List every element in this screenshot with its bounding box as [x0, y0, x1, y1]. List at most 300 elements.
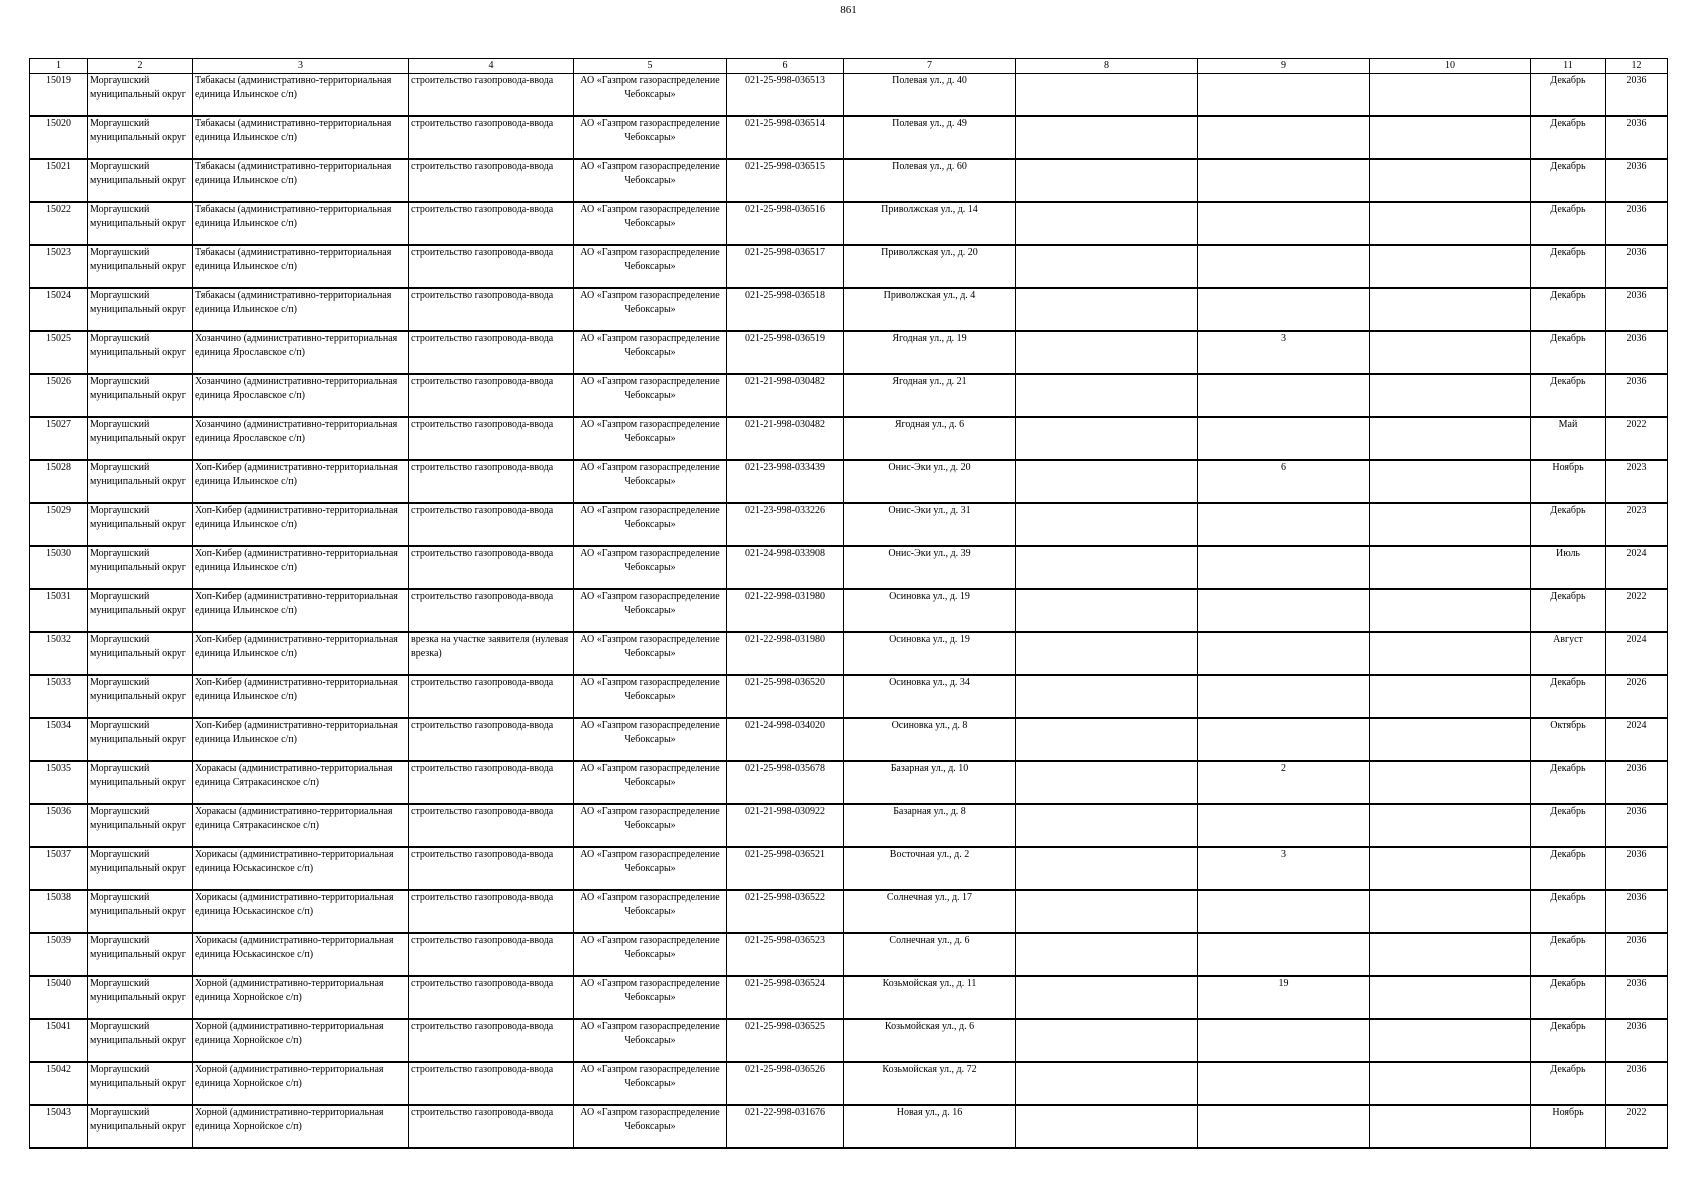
cell-row-number [30, 933, 88, 976]
cell-application-number [727, 675, 844, 718]
cell-settlement [193, 546, 409, 589]
cell-address [844, 288, 1016, 331]
cell-text-col-8 [1018, 547, 1195, 588]
cell-text-application-number: 021-22-998-031980 [745, 634, 825, 645]
cell-text-col-10 [1372, 762, 1528, 803]
cell-month [1531, 503, 1606, 546]
cell-text-work-type: строительство газопровода-ввода [411, 118, 554, 129]
cell-municipality [88, 804, 193, 847]
cell-text-organization: АО «Газпром газораспределение Чебоксары» [580, 333, 720, 358]
cell-col-8 [1016, 718, 1198, 761]
table-row [30, 374, 1668, 417]
cell-text-application-number: 021-22-998-031980 [745, 591, 825, 602]
cell-text-row-number: 15021 [46, 161, 71, 172]
cell-text-organization: АО «Газпром газораспределение Чебоксары» [580, 978, 720, 1003]
cell-year [1606, 1062, 1668, 1105]
cell-text-application-number: 021-21-998-030482 [745, 376, 825, 387]
cell-year [1606, 245, 1668, 288]
cell-settlement [193, 331, 409, 374]
cell-month [1531, 288, 1606, 331]
cell-municipality [88, 890, 193, 933]
cell-text-municipality: Моргаушский муниципальный округ [90, 591, 186, 616]
cell-text-month: Ноябрь [1552, 462, 1584, 473]
cell-col-10 [1370, 417, 1531, 460]
cell-application-number [727, 288, 844, 331]
cell-text-month: Декабрь [1550, 935, 1586, 946]
cell-col-9 [1198, 1105, 1370, 1148]
cell-year [1606, 460, 1668, 503]
cell-text-settlement: Хоп-Кибер (административно-территориальная единица Ильинское с/п) [195, 505, 398, 530]
cell-text-work-type: строительство газопровода-ввода [411, 892, 554, 903]
cell-text-municipality: Моргаушский муниципальный округ [90, 1021, 186, 1046]
cell-text-col-9 [1200, 418, 1367, 459]
table-row [30, 1105, 1668, 1148]
cell-month [1531, 718, 1606, 761]
cell-text-work-type: строительство газопровода-ввода [411, 763, 554, 774]
cell-text-col-8 [1018, 1063, 1195, 1104]
cell-col-8 [1016, 589, 1198, 632]
cell-text-month: Декабрь [1550, 892, 1586, 903]
cell-text-month: Декабрь [1550, 505, 1586, 516]
cell-text-application-number: 021-25-998-036523 [745, 935, 825, 946]
cell-settlement [193, 460, 409, 503]
cell-text-year: 2036 [1626, 376, 1647, 387]
cell-text-application-number: 021-21-998-030482 [745, 419, 825, 430]
cell-text-settlement: Хоп-Кибер (административно-территориальная единица Ильинское с/п) [195, 591, 398, 616]
cell-text-work-type: врезка на участке заявителя (нулевая врезка) [411, 634, 569, 659]
cell-municipality [88, 374, 193, 417]
cell-text-col-9 [1200, 504, 1367, 545]
cell-organization [574, 804, 727, 847]
cell-text-col-9: 3 [1281, 849, 1286, 860]
cell-text-address: Базарная ул., д. 10 [890, 763, 969, 774]
cell-col-9 [1198, 546, 1370, 589]
cell-settlement [193, 976, 409, 1019]
cell-address [844, 331, 1016, 374]
cell-organization [574, 116, 727, 159]
cell-text-municipality: Моргаушский муниципальный округ [90, 247, 186, 272]
cell-col-10 [1370, 718, 1531, 761]
cell-organization [574, 1019, 727, 1062]
cell-text-year: 2036 [1626, 849, 1647, 860]
cell-text-work-type: строительство газопровода-ввода [411, 505, 554, 516]
cell-text-row-number: 15023 [46, 247, 71, 258]
cell-application-number [727, 1105, 844, 1148]
cell-col-10 [1370, 159, 1531, 202]
cell-text-organization: АО «Газпром газораспределение Чебоксары» [580, 892, 720, 917]
cell-text-year: 2036 [1626, 247, 1647, 258]
cell-text-row-number: 15032 [46, 634, 71, 645]
cell-text-address: Ягодная ул., д. 21 [892, 376, 967, 387]
column-header-3: 3 [193, 59, 409, 74]
cell-text-month: Декабрь [1550, 978, 1586, 989]
cell-text-organization: АО «Газпром газораспределение Чебоксары» [580, 505, 720, 530]
cell-month [1531, 159, 1606, 202]
cell-year [1606, 675, 1668, 718]
cell-col-9 [1198, 761, 1370, 804]
table-row [30, 761, 1668, 804]
cell-text-application-number: 021-25-998-036519 [745, 333, 825, 344]
cell-address [844, 74, 1016, 117]
cell-text-work-type: строительство газопровода-ввода [411, 462, 554, 473]
cell-work-type [409, 589, 574, 632]
cell-text-organization: АО «Газпром газораспределение Чебоксары» [580, 75, 720, 100]
cell-text-work-type: строительство газопровода-ввода [411, 1021, 554, 1032]
cell-organization [574, 288, 727, 331]
cell-text-work-type: строительство газопровода-ввода [411, 591, 554, 602]
cell-col-10 [1370, 546, 1531, 589]
cell-text-col-9: 6 [1281, 462, 1286, 473]
cell-text-organization: АО «Газпром газораспределение Чебоксары» [580, 548, 720, 573]
cell-text-settlement: Хоп-Кибер (административно-территориальная единица Ильинское с/п) [195, 548, 398, 573]
cell-col-8 [1016, 1062, 1198, 1105]
cell-address [844, 159, 1016, 202]
cell-text-col-10 [1372, 375, 1528, 416]
cell-text-col-10 [1372, 117, 1528, 158]
cell-text-row-number: 15043 [46, 1107, 71, 1118]
cell-text-municipality: Моргаушский муниципальный округ [90, 118, 186, 143]
cell-application-number [727, 718, 844, 761]
cell-year [1606, 74, 1668, 117]
cell-text-col-9 [1200, 117, 1367, 158]
cell-text-col-8 [1018, 203, 1195, 244]
cell-text-year: 2036 [1626, 333, 1647, 344]
cell-text-col-9 [1200, 934, 1367, 975]
cell-text-application-number: 021-25-998-036513 [745, 75, 825, 86]
cell-text-col-8 [1018, 934, 1195, 975]
cell-month [1531, 460, 1606, 503]
cell-text-work-type: строительство газопровода-ввода [411, 290, 554, 301]
cell-text-col-9 [1200, 74, 1367, 115]
cell-text-col-8 [1018, 160, 1195, 201]
cell-col-8 [1016, 976, 1198, 1019]
cell-municipality [88, 159, 193, 202]
cell-settlement [193, 718, 409, 761]
cell-text-col-8 [1018, 74, 1195, 115]
cell-text-col-10 [1372, 461, 1528, 502]
cell-work-type [409, 1019, 574, 1062]
cell-text-municipality: Моргаушский муниципальный округ [90, 290, 186, 315]
cell-text-col-9 [1200, 246, 1367, 287]
cell-text-address: Ягодная ул., д. 19 [892, 333, 967, 344]
cell-application-number [727, 74, 844, 117]
cell-text-settlement: Хоп-Кибер (административно-территориальная единица Ильинское с/п) [195, 720, 398, 745]
cell-address [844, 1019, 1016, 1062]
cell-col-10 [1370, 1105, 1531, 1148]
cell-application-number [727, 933, 844, 976]
cell-settlement [193, 589, 409, 632]
cell-text-col-10 [1372, 418, 1528, 459]
cell-row-number [30, 74, 88, 117]
cell-row-number [30, 374, 88, 417]
cell-col-9 [1198, 331, 1370, 374]
cell-text-year: 2036 [1626, 1021, 1647, 1032]
cell-text-year: 2023 [1626, 505, 1647, 516]
cell-col-10 [1370, 675, 1531, 718]
cell-text-row-number: 15035 [46, 763, 71, 774]
cell-text-application-number: 021-25-998-036522 [745, 892, 825, 903]
cell-municipality [88, 1062, 193, 1105]
cell-text-work-type: строительство газопровода-ввода [411, 548, 554, 559]
cell-text-col-8 [1018, 848, 1195, 889]
cell-text-address: Восточная ул., д. 2 [889, 849, 970, 860]
cell-col-8 [1016, 417, 1198, 460]
cell-text-col-10 [1372, 848, 1528, 889]
cell-text-col-9 [1200, 719, 1367, 760]
cell-municipality [88, 761, 193, 804]
cell-text-col-8 [1018, 246, 1195, 287]
cell-text-settlement: Тябакасы (административно-территориальная единица Ильинское с/п) [195, 75, 392, 100]
cell-text-row-number: 15033 [46, 677, 71, 688]
cell-text-year: 2036 [1626, 204, 1647, 215]
cell-text-address: Ягодная ул., д. 6 [894, 419, 965, 430]
table-row [30, 1062, 1668, 1105]
cell-text-organization: АО «Газпром газораспределение Чебоксары» [580, 634, 720, 659]
cell-row-number [30, 1019, 88, 1062]
cell-municipality [88, 589, 193, 632]
cell-text-settlement: Хоракасы (административно-территориальная единица Сятракасинское с/п) [195, 763, 393, 788]
cell-text-application-number: 021-25-998-036520 [745, 677, 825, 688]
cell-col-9 [1198, 976, 1370, 1019]
cell-col-8 [1016, 374, 1198, 417]
cell-text-address: Осиновка ул., д. 34 [889, 677, 970, 688]
cell-text-col-8 [1018, 504, 1195, 545]
cell-col-9 [1198, 632, 1370, 675]
cell-row-number [30, 417, 88, 460]
cell-text-organization: АО «Газпром газораспределение Чебоксары» [580, 204, 720, 229]
cell-text-settlement: Тябакасы (административно-территориальная единица Ильинское с/п) [195, 118, 392, 143]
cell-row-number [30, 1105, 88, 1148]
cell-text-address: Козьмойская ул., д. 72 [882, 1064, 977, 1075]
cell-col-8 [1016, 675, 1198, 718]
cell-text-work-type: строительство газопровода-ввода [411, 935, 554, 946]
cell-row-number [30, 675, 88, 718]
cell-municipality [88, 331, 193, 374]
cell-col-9 [1198, 202, 1370, 245]
cell-text-settlement: Хоракасы (административно-территориальная единица Сятракасинское с/п) [195, 806, 393, 831]
cell-settlement [193, 761, 409, 804]
cell-text-col-10 [1372, 246, 1528, 287]
cell-text-application-number: 021-25-998-036525 [745, 1021, 825, 1032]
cell-application-number [727, 417, 844, 460]
cell-work-type [409, 288, 574, 331]
cell-organization [574, 933, 727, 976]
cell-text-application-number: 021-25-998-036514 [745, 118, 825, 129]
cell-organization [574, 847, 727, 890]
cell-settlement [193, 1019, 409, 1062]
cell-text-row-number: 15039 [46, 935, 71, 946]
cell-row-number [30, 245, 88, 288]
cell-month [1531, 632, 1606, 675]
cell-text-col-10 [1372, 289, 1528, 330]
cell-col-8 [1016, 1019, 1198, 1062]
cell-text-col-9 [1200, 160, 1367, 201]
cell-col-9 [1198, 288, 1370, 331]
cell-text-municipality: Моргаушский муниципальный округ [90, 677, 186, 702]
cell-settlement [193, 503, 409, 546]
cell-text-col-9 [1200, 891, 1367, 932]
cell-text-application-number: 021-25-998-036518 [745, 290, 825, 301]
cell-address [844, 1062, 1016, 1105]
cell-col-8 [1016, 288, 1198, 331]
cell-text-col-9: 19 [1278, 978, 1289, 989]
cell-text-municipality: Моргаушский муниципальный округ [90, 806, 186, 831]
cell-text-month: Октябрь [1550, 720, 1586, 731]
cell-text-month: Декабрь [1550, 763, 1586, 774]
cell-settlement [193, 245, 409, 288]
cell-text-month: Декабрь [1550, 204, 1586, 215]
cell-municipality [88, 718, 193, 761]
cell-text-work-type: строительство газопровода-ввода [411, 806, 554, 817]
cell-col-10 [1370, 1062, 1531, 1105]
cell-text-application-number: 021-21-998-030922 [745, 806, 825, 817]
cell-text-municipality: Моргаушский муниципальный округ [90, 849, 186, 874]
cell-text-settlement: Хорикасы (административно-территориальная единица Юськасинское с/п) [195, 892, 394, 917]
cell-text-year: 2036 [1626, 1064, 1647, 1075]
cell-col-9 [1198, 1062, 1370, 1105]
cell-text-year: 2024 [1626, 548, 1647, 559]
cell-text-work-type: строительство газопровода-ввода [411, 1107, 554, 1118]
cell-text-col-10 [1372, 160, 1528, 201]
cell-year [1606, 847, 1668, 890]
cell-text-col-10 [1372, 547, 1528, 588]
cell-month [1531, 1105, 1606, 1148]
cell-settlement [193, 933, 409, 976]
cell-text-work-type: строительство газопровода-ввода [411, 419, 554, 430]
cell-text-organization: АО «Газпром газораспределение Чебоксары» [580, 161, 720, 186]
cell-text-row-number: 15038 [46, 892, 71, 903]
cell-text-address: Полевая ул., д. 60 [892, 161, 967, 172]
cell-year [1606, 589, 1668, 632]
cell-text-col-8 [1018, 676, 1195, 717]
cell-text-application-number: 021-25-998-036524 [745, 978, 825, 989]
cell-text-organization: АО «Газпром газораспределение Чебоксары» [580, 376, 720, 401]
cell-settlement [193, 1105, 409, 1148]
cell-year [1606, 159, 1668, 202]
cell-text-col-10 [1372, 590, 1528, 631]
cell-text-col-10 [1372, 719, 1528, 760]
cell-address [844, 202, 1016, 245]
cell-application-number [727, 976, 844, 1019]
cell-col-9 [1198, 890, 1370, 933]
cell-municipality [88, 976, 193, 1019]
cell-col-10 [1370, 288, 1531, 331]
cell-col-8 [1016, 74, 1198, 117]
cell-col-10 [1370, 1019, 1531, 1062]
cell-text-col-9 [1200, 676, 1367, 717]
cell-text-row-number: 15026 [46, 376, 71, 387]
cell-col-8 [1016, 1105, 1198, 1148]
cell-col-9 [1198, 245, 1370, 288]
cell-settlement [193, 202, 409, 245]
cell-text-month: Декабрь [1550, 75, 1586, 86]
cell-organization [574, 159, 727, 202]
cell-text-year: 2022 [1626, 419, 1647, 430]
cell-organization [574, 546, 727, 589]
cell-text-municipality: Моргаушский муниципальный округ [90, 892, 186, 917]
cell-month [1531, 417, 1606, 460]
cell-work-type [409, 374, 574, 417]
cell-text-settlement: Хорной (административно-территориальная единица Хорнойское с/п) [195, 1064, 384, 1089]
cell-row-number [30, 890, 88, 933]
cell-text-application-number: 021-22-998-031676 [745, 1107, 825, 1118]
cell-col-9 [1198, 116, 1370, 159]
cell-text-row-number: 15029 [46, 505, 71, 516]
cell-col-8 [1016, 847, 1198, 890]
cell-text-col-9 [1200, 547, 1367, 588]
cell-organization [574, 245, 727, 288]
cell-municipality [88, 675, 193, 718]
cell-text-year: 2024 [1626, 720, 1647, 731]
cell-col-10 [1370, 374, 1531, 417]
cell-text-municipality: Моргаушский муниципальный округ [90, 978, 186, 1003]
cell-text-row-number: 15027 [46, 419, 71, 430]
cell-col-9 [1198, 374, 1370, 417]
cell-organization [574, 74, 727, 117]
cell-text-organization: АО «Газпром газораспределение Чебоксары» [580, 720, 720, 745]
cell-text-col-9 [1200, 1063, 1367, 1104]
cell-work-type [409, 933, 574, 976]
cell-work-type [409, 116, 574, 159]
cell-text-organization: АО «Газпром газораспределение Чебоксары» [580, 247, 720, 272]
cell-month [1531, 116, 1606, 159]
cell-text-col-9 [1200, 805, 1367, 846]
cell-organization [574, 1105, 727, 1148]
cell-address [844, 245, 1016, 288]
cell-organization [574, 632, 727, 675]
cell-text-address: Полевая ул., д. 40 [892, 75, 967, 86]
cell-municipality [88, 245, 193, 288]
cell-text-month: Декабрь [1550, 1021, 1586, 1032]
cell-text-address: Онис-Эки ул., д. 20 [888, 462, 971, 473]
cell-col-10 [1370, 847, 1531, 890]
column-header-5: 5 [574, 59, 727, 74]
cell-organization [574, 718, 727, 761]
table-row [30, 331, 1668, 374]
cell-work-type [409, 417, 574, 460]
cell-text-month: Июль [1556, 548, 1580, 559]
cell-month [1531, 331, 1606, 374]
cell-year [1606, 718, 1668, 761]
cell-settlement [193, 847, 409, 890]
cell-text-organization: АО «Газпром газораспределение Чебоксары» [580, 763, 720, 788]
table-row [30, 503, 1668, 546]
cell-text-municipality: Моргаушский муниципальный округ [90, 935, 186, 960]
cell-month [1531, 976, 1606, 1019]
cell-col-9 [1198, 503, 1370, 546]
table-row [30, 804, 1668, 847]
cell-text-municipality: Моргаушский муниципальный округ [90, 1107, 186, 1132]
cell-text-row-number: 15036 [46, 806, 71, 817]
cell-year [1606, 761, 1668, 804]
cell-municipality [88, 546, 193, 589]
cell-col-8 [1016, 804, 1198, 847]
cell-organization [574, 976, 727, 1019]
cell-municipality [88, 116, 193, 159]
cell-text-col-8 [1018, 418, 1195, 459]
cell-application-number [727, 1062, 844, 1105]
cell-text-row-number: 15025 [46, 333, 71, 344]
cell-text-work-type: строительство газопровода-ввода [411, 1064, 554, 1075]
table-row [30, 74, 1668, 117]
cell-address [844, 546, 1016, 589]
cell-col-8 [1016, 503, 1198, 546]
cell-work-type [409, 460, 574, 503]
cell-text-municipality: Моргаушский муниципальный округ [90, 161, 186, 186]
cell-organization [574, 890, 727, 933]
cell-work-type [409, 331, 574, 374]
cell-month [1531, 1062, 1606, 1105]
